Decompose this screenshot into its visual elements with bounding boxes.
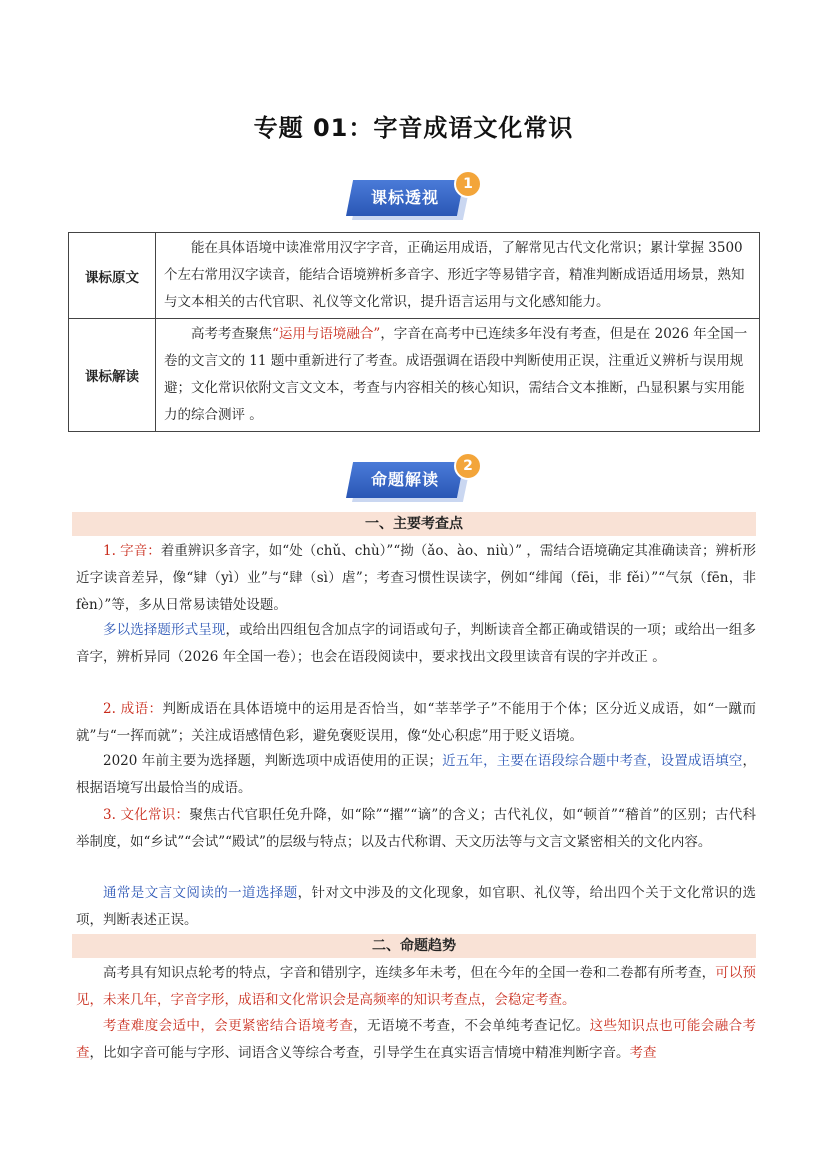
text-segment: ，字音在高考中已连续多年没有考查，但是在 2026 年全国一卷的文言文的 11 题中重新进行了考查。成语强调在语段中判断使用正误，注重近义辨析与误用规避；文化常识依附文言文文本，考查与内容相关的核心知识，需结合文本推断，凸显积累与实用能力的综合测评 。 xyxy=(164,326,748,423)
paragraph-pronunciation xyxy=(76,538,756,619)
text-segment: 判断成语在具体语境中的运用是否恰当，如“莘莘学子”不能用于个体；区分近义成语，如“一蹴而就”与“一挥而就”；关注成语感情色彩，避免褒贬误用，像“处心积虑”用于贬义语境。 xyxy=(76,701,756,744)
section-heading-trends: 二、命题趋势 xyxy=(72,934,756,958)
banner-number-badge: 2 xyxy=(454,452,482,480)
highlight-text: “运用与语境融合” xyxy=(272,326,381,342)
row-header: 课标原文 xyxy=(69,233,156,319)
red-highlight: 可以预见，未来几年，字音字形，成语和文化常识会是高频率的知识考查点，会稳定考查。 xyxy=(76,965,757,1008)
text-segment: 高考具有知识点轮考的特点，字音和错别字，连续多年未考，但在今年的全国一卷和二卷都有所考查， xyxy=(103,965,716,981)
red-highlight: 考查 xyxy=(629,1045,657,1061)
item-label: 3. 文化常识： xyxy=(103,807,190,823)
paragraph-culture-format xyxy=(76,880,756,934)
curriculum-table xyxy=(68,232,760,432)
blue-highlight: 多以选择题形式呈现 xyxy=(103,622,226,638)
item-label: 2. 成语： xyxy=(103,701,163,717)
banner-label: 课标透视 xyxy=(370,188,439,207)
paragraph-idioms xyxy=(76,696,756,750)
red-highlight: 这些知识点也可能会融合考查 xyxy=(76,1018,757,1061)
banner-curriculum xyxy=(346,170,480,220)
page-title: 专题 01：字音成语文化常识 xyxy=(253,114,574,142)
text-segment: ，或给出四组包含加点字的词语或句子，判断读音全都正确或错误的一项；或给出一组多音字，辨析异同（2026 年全国一卷）；也会在语段阅读中，要求找出文段里读音有误的字并改正 。 xyxy=(76,622,757,665)
banner-label: 命题解读 xyxy=(370,470,439,489)
banner-interpretation xyxy=(346,452,480,502)
text-segment: 高考考查聚焦 xyxy=(191,326,272,342)
row-header: 课标解读 xyxy=(69,319,156,432)
row-text: 能在具体语境中读准常用汉字字音，正确运用成语，了解常见古代文化常识；累计掌握 3500 个左右常用汉字读音，能结合语境辨析多音字、形近字等易错字音，精准判断成语适用场景，熟知与文本相关的古代官职、礼仪等文化常识，提升语言运用与文化感知能力。 xyxy=(156,233,760,319)
text-segment: ，无语境不考查，不会单纯考查记忆。 xyxy=(353,1018,590,1034)
paragraph-pronunciation-format xyxy=(76,617,756,671)
section-heading-main-points: 一、主要考查点 xyxy=(72,512,756,536)
red-highlight: 考查难度会适中，会更紧密结合语境考查 xyxy=(103,1018,354,1034)
paragraph-trend-2 xyxy=(76,1013,756,1067)
item-label: 1. 字音： xyxy=(103,543,161,559)
paragraph-idioms-format xyxy=(76,748,756,802)
text-segment: 2020 年前主要为选择题，判断选项中成语使用的正误； xyxy=(103,753,442,769)
blue-highlight: 近五年，主要在语段综合题中考查，设置成语填空 xyxy=(442,753,743,769)
paragraph-culture xyxy=(76,802,756,856)
blue-highlight: 通常是文言文阅读的一道选择题 xyxy=(103,885,298,901)
row-text xyxy=(156,319,760,432)
banner-number-badge: 1 xyxy=(454,170,482,198)
text-segment: ，比如字音可能与字形、词语含义等综合考查，引导学生在真实语言情境中精准判断字音。 xyxy=(89,1045,630,1061)
text-segment: 着重辨识多音字，如“处（chǔ、chù）”“拗（ǎo、ào、niù）” ，需结合语境确定其准确读音；辨析形近字读音差异，像“肄（yì）业”与“肆（sì）虐”；考查习惯性误读字，例如“绯闻（fēi，非 fěi）”“气氛（fēn，非 fèn）”等，多从日常易读错处设题。 xyxy=(76,543,757,613)
paragraph-trend-1 xyxy=(76,960,756,1014)
text-segment: 聚焦古代官职任免升降，如“除”“擢”“谪”的含义；古代礼仪，如“顿首”“稽首”的区别；古代科举制度，如“乡试”“会试”“殿试”的层级与特点；以及古代称谓、天文历法等与文言文紧密相关的文化内容。 xyxy=(76,807,757,850)
text-segment: ，根据语境写出最恰当的成语。 xyxy=(76,753,756,796)
table-row xyxy=(69,319,760,432)
text-segment: ，针对文中涉及的文化现象，如官职、礼仪等，给出四个关于文化常识的选项，判断表述正误。 xyxy=(76,885,757,928)
table-row xyxy=(69,233,760,319)
